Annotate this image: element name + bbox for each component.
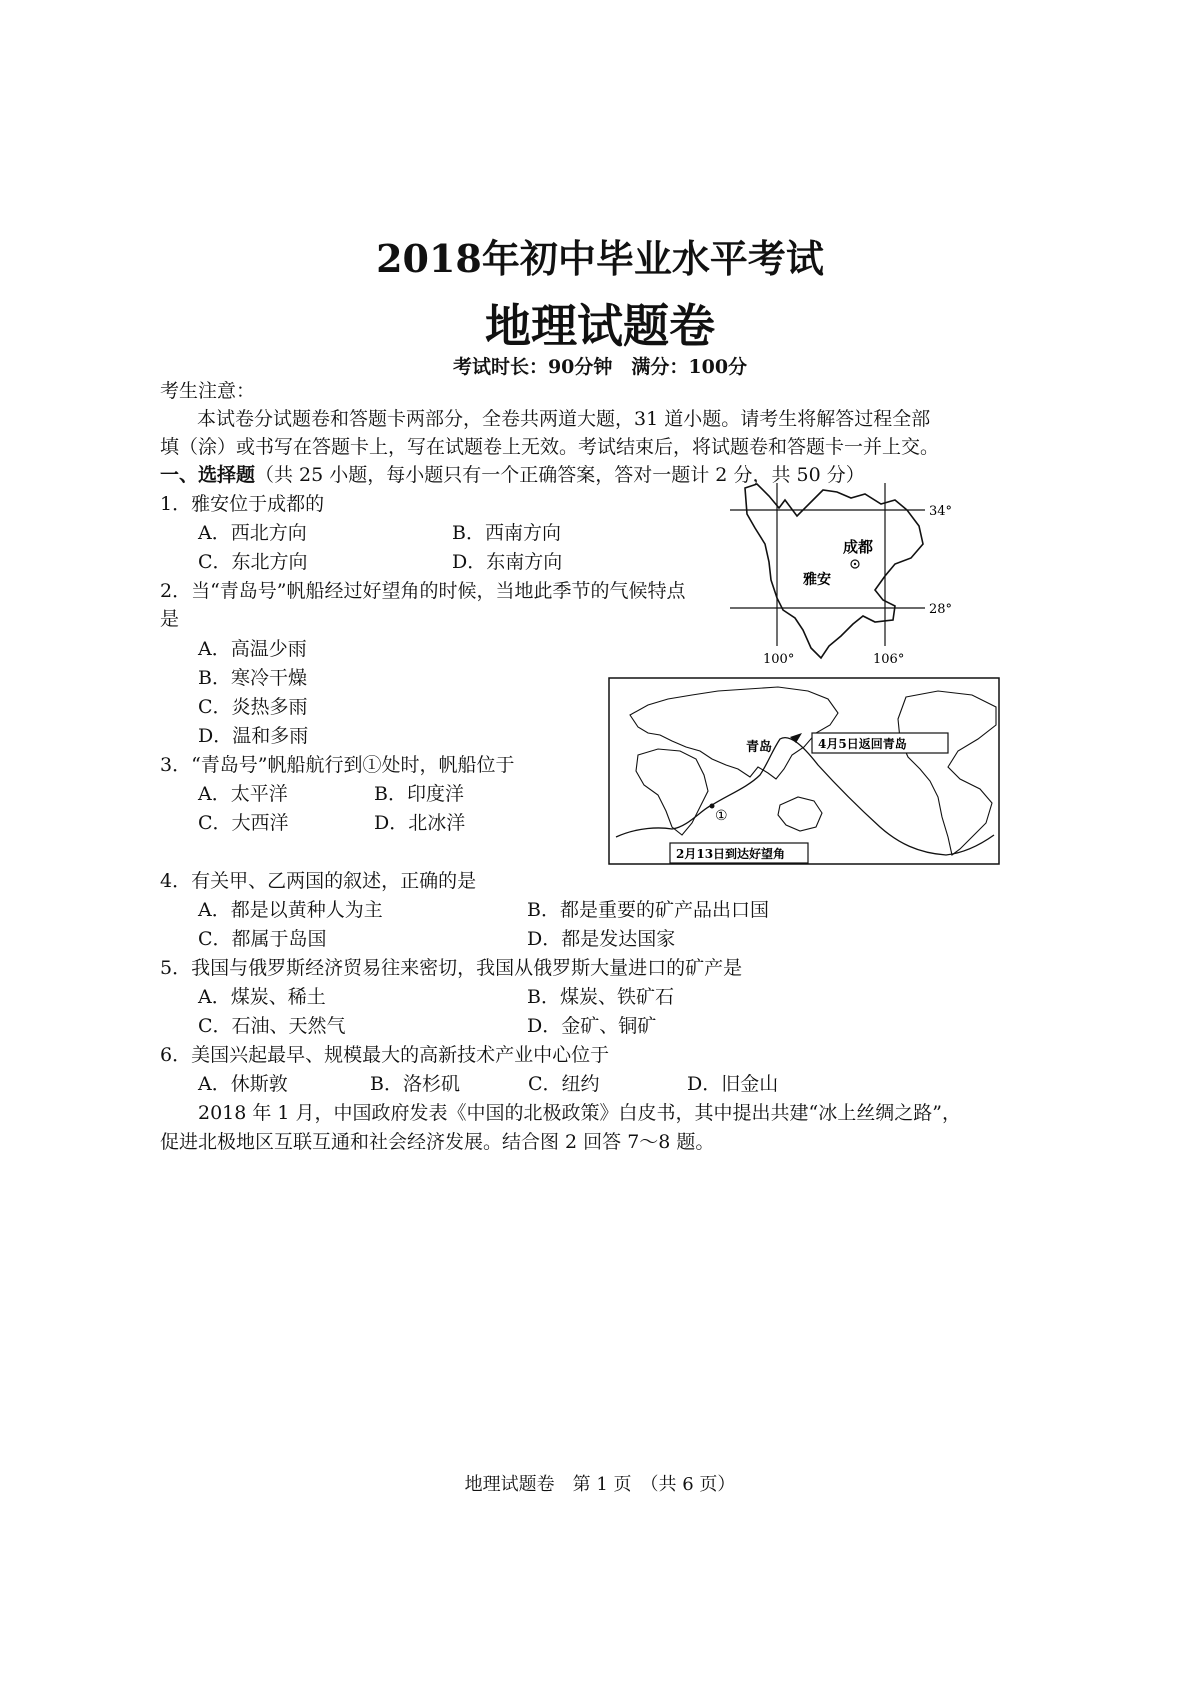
question-6-option-c: C．纽约 (528, 1073, 600, 1095)
qingdao-label: 青岛 (746, 740, 773, 755)
passage-line-1: 2018 年 1 月，中国政府发表《中国的北极政策》白皮书，其中提出共建“冰上丝绸之路”， (198, 1102, 961, 1124)
page-footer: 地理试题卷 第 1 页 （共 6 页） (464, 1474, 736, 1495)
question-2-option-c: C．炎热多雨 (198, 696, 308, 718)
question-1-stem: 1．雅安位于成都的 (160, 493, 325, 515)
question-3-stem: 3．“青岛号”帆船航行到①处时，帆船位于 (160, 754, 515, 776)
notice-label: 考生注意： (160, 380, 256, 402)
section-heading-desc: （共 25 小题，每小题只有一个正确答案，答对一题计 2 分，共 50 分） (255, 464, 865, 486)
cape-label: 2月13日到达好望角 (676, 847, 786, 861)
exam-title: 2018年初中毕业水平考试 (376, 236, 824, 281)
question-1-option-c: C．东北方向 (198, 551, 308, 573)
position-dot (710, 804, 715, 809)
question-4-option-a: A．都是以黄种人为主 (198, 899, 383, 921)
question-5-stem: 5．我国与俄罗斯经济贸易往来密切，我国从俄罗斯大量进口的矿产是 (160, 957, 743, 979)
question-4-option-b: B．都是重要的矿产品出口国 (527, 899, 769, 921)
lon-106-label: 106° (873, 652, 905, 667)
question-4-option-d: D．都是发达国家 (527, 928, 676, 950)
section-heading-title: 一、选择题 (160, 464, 256, 486)
question-1-option-a: A．西北方向 (198, 522, 307, 544)
notice-line-2: 填（涂）或书写在答题卡上，写在试题卷上无效。考试结束后，将试题卷和答题卡一并上交。 (160, 436, 940, 458)
question-6-option-d: D．旧金山 (687, 1073, 779, 1095)
marker-label: ① (715, 808, 728, 824)
question-5-option-d: D．金矿、铜矿 (527, 1015, 657, 1037)
question-4-stem: 4．有关甲、乙两国的叙述，正确的是 (160, 870, 477, 892)
chengdu-label: 成都 (843, 538, 874, 556)
question-1-option-b: B．西南方向 (452, 522, 561, 544)
sichuan-map (725, 478, 965, 668)
question-3-option-d: D．北冰洋 (374, 812, 466, 834)
exam-subtitle: 地理试题卷 (485, 299, 715, 353)
lat-34-label: 34° (929, 504, 953, 519)
question-5-option-b: B．煤炭、铁矿石 (527, 986, 674, 1008)
question-2-option-a: A．高温少雨 (198, 638, 307, 660)
lon-100-label: 100° (763, 652, 795, 667)
yaan-label: 雅安 (803, 572, 831, 588)
notice-line-1: 本试卷分试题卷和答题卡两部分，全卷共两道大题，31 道小题。请考生将解答过程全部 (197, 408, 931, 430)
question-6-option-b: B．洛杉矶 (370, 1073, 460, 1095)
return-label: 4月5日返回青岛 (818, 737, 907, 751)
question-2-stem: 2．当“青岛号”帆船经过好望角的时候，当地此季节的气候特点 (160, 580, 686, 602)
world-route-map (608, 677, 1000, 865)
question-6-option-a: A．休斯敦 (198, 1073, 288, 1095)
question-1-option-d: D．东南方向 (452, 551, 563, 573)
question-2-option-b: B．寒冷干燥 (198, 667, 307, 689)
question-4-option-c: C．都属于岛国 (198, 928, 327, 950)
question-5-option-a: A．煤炭、稀土 (198, 986, 326, 1008)
question-5-option-c: C．石油、天然气 (198, 1015, 346, 1037)
question-6-stem: 6．美国兴起最早、规模最大的高新技术产业中心位于 (160, 1044, 610, 1066)
question-2-option-d: D．温和多雨 (198, 725, 309, 747)
question-2-stem-cont: 是 (160, 608, 180, 630)
exam-info: 考试时长：90分钟 满分：100分 (452, 356, 748, 378)
question-3-option-b: B．印度洋 (374, 783, 464, 805)
question-3-option-c: C．大西洋 (198, 812, 289, 834)
passage-line-2: 促进北极地区互联互通和社会经济发展。结合图 2 回答 7～8 题。 (160, 1131, 715, 1153)
map-frame (609, 678, 999, 864)
question-3-option-a: A．太平洋 (198, 783, 288, 805)
lat-28-label: 28° (929, 602, 953, 617)
